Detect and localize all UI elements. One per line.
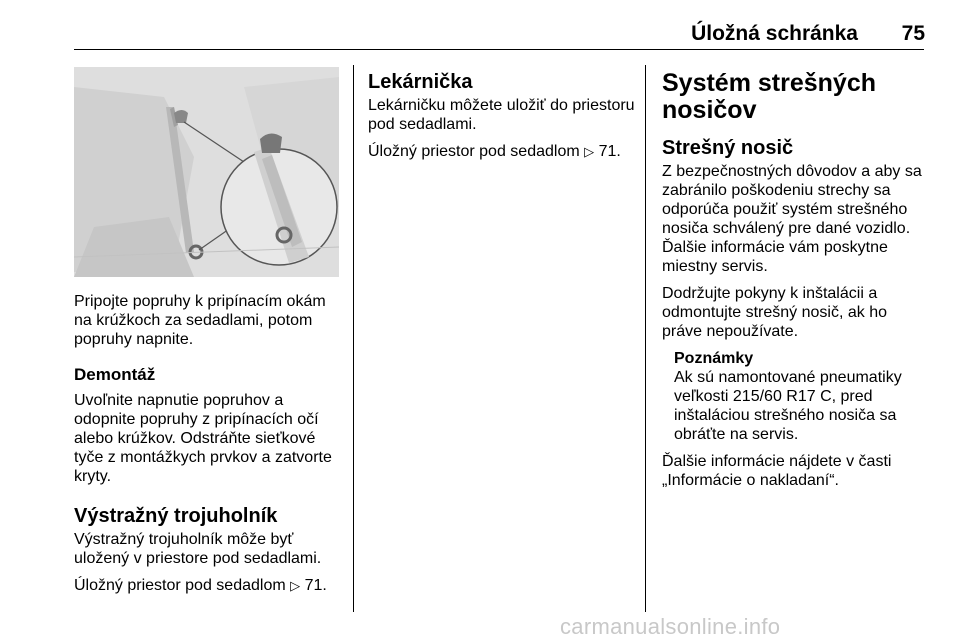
reference-text: Úložný priestor pod sedadlom [74,577,286,594]
roof-rack-para-1: Z bezpečnostných dôvodov a aby sa zabránilo poškodeniu strechy sa odporúča použiť systém strešného nosiča schválený pre dané vozidlo. Ďalšie informácie vám poskytne miestny servis. [662,163,922,275]
first-aid-text: Lekárničku môžete uložiť do priestoru pod sedadlami. [368,97,635,133]
roof-rack-para-3: Ďalšie informácie nájdete v časti „Informácie o nakladaní“. [662,453,892,489]
first-aid-reference[interactable] [368,142,638,161]
removal-heading: Demontáž [74,365,156,384]
section-title: Úložná schránka [691,22,858,45]
page-reference-arrow-icon: ▷ [584,144,595,159]
roof-rack-subheading: Strešný nosič [662,137,794,159]
page-number: 75 [901,22,925,45]
figure-caption: Pripojte popruhy k pripínacím okám na krúžkoch za sedadlami, potom popruhy napnite. [74,293,326,348]
header-divider [74,49,924,50]
reference-text: Úložný priestor pod sedadlom [368,143,580,160]
triangle-heading: Výstražný trojuholník [74,505,278,527]
removal-text: Uvoľnite napnutie popruhov a odopnite popruhy z pripínacích očí alebo krúžkov. Odstráňte sieťkové tyče z montážkych prvkov a zatvorte kryty. [74,392,332,485]
note-title: Poznámky [674,350,754,367]
column-2 [368,70,638,161]
column-1 [74,292,342,595]
note-box [674,349,930,444]
note-text: Ak sú namontované pneumatiky veľkosti 215/60 R17 C, pred inštaláciou strešného nosiča sa obráťte na servis. [674,369,902,443]
triangle-reference[interactable] [74,576,342,595]
roof-rack-para-2: Dodržujte pokyny k inštalácii a odmontujte strešný nosič, ak ho práve nepoužívate. [662,285,888,340]
first-aid-heading: Lekárnička [368,71,473,93]
reference-page: 71. [598,143,621,160]
triangle-text: Výstražný trojuholník môže byť uložený v priestore pod sedadlami. [74,531,322,567]
column-3 [662,70,930,490]
roof-rack-system-heading: Systém strešných nosičov [662,69,877,124]
column-divider-left [353,65,354,612]
seat-strap-illustration [74,67,339,277]
watermark: carmanualsonline.info [560,614,781,639]
column-divider-right [645,65,646,612]
page-reference-arrow-icon: ▷ [290,578,301,593]
reference-page: 71. [304,577,327,594]
